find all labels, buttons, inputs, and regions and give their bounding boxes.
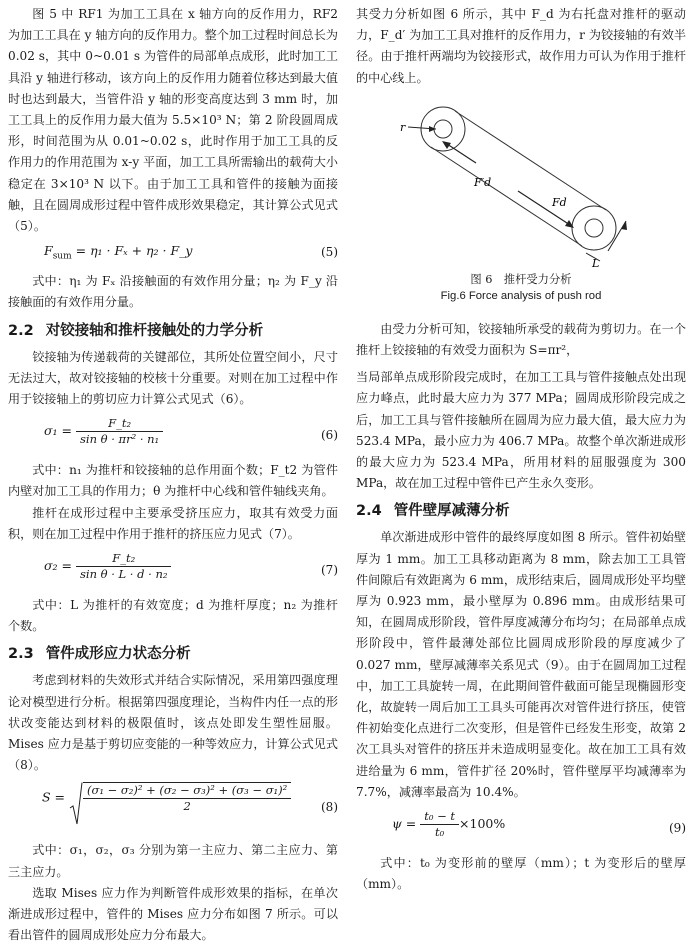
paragraph: 选取 Mises 应力作为判断管件成形效果的指标，在单次渐进成形过程中，管件的 Mises 应力分布如图 7 所示。可以看出管件的圆周成形处应力分布最大。 <box>8 885 338 943</box>
paragraph: 式中：σ₁，σ₂，σ₃ 分别为第一主应力、第二主应力、第三主应力。 <box>8 843 338 879</box>
equation-lhs: ψ = <box>392 816 417 832</box>
equation-lhs-sub: sum <box>52 251 72 262</box>
equation-number: (5) <box>321 245 338 260</box>
label-l: L <box>592 256 600 270</box>
section-title: 对铰接轴和推杆接触处的力学分析 <box>45 322 264 339</box>
section-title: 管件成形应力状态分析 <box>45 646 191 663</box>
paragraph: 式中：n₁ 为推杆和铰接轴的总作用面个数；F_t2 为管件内壁对加工工具的作用力；θ 为推杆中心线和管件轴线夹角。 <box>8 463 338 499</box>
equation-5 <box>8 239 338 269</box>
paragraph: 其受力分析如图 6 所示，其中 F_d 为右托盘对推杆的驱动力，F_d′ 为加工工具对推杆的反作用力，r 为铰接轴的有效半径。由于推杆两端均为铰接形式，故作用力可认为作用于推杆的中心线上。 <box>356 7 686 85</box>
paragraph: 图 5 中 RF1 为加工工具在 x 轴方向的反作用力，RF2 为加工工具在 y 轴方向的反作用力。整个加工过程时间总长为 0.02 s，其中 0~0.01 s 为管件的局部单点成形，此时加工工具沿 y 轴进行移动，该方向上的反作用力随着位移达到最大值时也达到最大，当管件沿 y 轴的形变高度达到 3 mm 时，加工工具上的反作用力最大值为 5.5×10³ N；第 2 阶段圆周成形，时间范围为从 0.01~0.02 s，此时作用于加工工具的反作用力的作用范围为 x-y 平面，加工工具所需输出的载荷大小稳定在 3×10³ N 以下。由于加工工具和管件的接触为面接触，且在圆周成形过程中管件成形效果稳定，其计算公式见式（5）。 <box>8 7 338 234</box>
equation-number: (7) <box>321 563 338 578</box>
section-heading-2-4 <box>356 501 686 521</box>
section-heading-2-2 <box>8 321 338 341</box>
numerator: F_t₂ <box>76 416 163 432</box>
numerator: t₀ − t <box>420 809 459 825</box>
paragraph: 由受力分析可知，铰接轴所承受的载荷为剪切力。在一个推杆上铰接轴的有效受力面积为 S=πr²， <box>356 321 686 358</box>
hinge-hole-bottom <box>585 219 603 237</box>
label-fd: Fd <box>552 195 567 209</box>
equation-lhs: σ₁ = <box>44 423 72 439</box>
figure-6 <box>356 93 686 311</box>
fraction <box>76 416 163 447</box>
paragraph: 单次渐进成形中管件的最终厚度如图 8 所示。管件初始壁厚为 1 mm。加工工具移动距离为 8 mm，除去加工工具管件间隙后有效距离为 6 mm，成形结束后，圆周成形处平均壁厚为 0.923 mm，最小壁厚为 0.896 mm。由成形结果可知，在圆周成形阶段，管件厚度减薄分布均匀；在局部单点成形阶段中，管件最薄处部位比圆周成形阶段的厚度减少了 0.027 mm，壁厚减薄率关系见式（9）。由于在圆周加工过程中，加工工具旋转一周，在此期间管件截面可能呈现椭圆形变化，故旋转一周后加工工具头可能再次对管件进行挤压，使管件初始变化点进行二次变形，但是管件已经发生形变，故第 2 次工具头对管件的挤压并未造成明显变化。故在加工工具有效进给量为 6 mm，管件扩径 20%时，管件壁厚平均减薄率为 7.7%，减薄率最高为 10.4%。 <box>356 530 686 799</box>
equation-number: (6) <box>321 428 338 443</box>
equation-8 <box>8 778 338 838</box>
paragraph: 当局部单点成形阶段完成时，在加工工具与管件接触点处出现应力峰点，此时最大应力为 377 MPa；圆周成形阶段完成之后，加工工具与管件接触所在圆周为应力最大值，最大应力为 523.4 MPa，最小应力为 406.7 MPa。故整个单次渐进成形的最大应力为 523.4 MPa，所用材料的屈服强度为 300 MPa，故在加工过程中管件已产生永久变形。 <box>356 370 686 491</box>
fraction <box>420 809 459 840</box>
label-r: r <box>400 120 406 134</box>
equation-lhs: F <box>44 243 53 259</box>
equation-7 <box>8 547 338 593</box>
denominator: t₀ <box>435 825 445 840</box>
paragraph: 铰接轴为传递载荷的关键部位，其所处位置空间小，尺寸无法过大，故对铰接轴的校核十分重要。对则在加工过程中作用于铰接轴上的剪切应力计算公式见式（6）。 <box>8 349 338 407</box>
section-title: 管件壁厚减薄分析 <box>393 503 510 520</box>
equation-lhs: S = <box>42 789 66 805</box>
numerator: (σ₁ − σ₂)² + (σ₂ − σ₃)² + (σ₃ − σ₁)² <box>83 783 291 799</box>
push-rod-diagram <box>356 93 686 271</box>
denominator: sin θ · L · d · n₂ <box>79 567 168 582</box>
hinge-hole-top <box>434 120 452 138</box>
equation-lhs: σ₂ = <box>44 558 72 574</box>
paragraph: 式中：L 为推杆的有效宽度；d 为推杆厚度；n₂ 为推杆个数。 <box>8 598 338 634</box>
figure-caption-cn: 图 6 推杆受力分析 <box>470 272 572 286</box>
equation-6 <box>8 412 338 458</box>
paragraph: 推杆在成形过程中主要承受挤压应力，取其有效受力面积，则在加工过程中作用于推杆的挤压应力见式（7）。 <box>8 505 338 541</box>
square-root <box>69 782 291 814</box>
equation-tail: ×100% <box>459 816 506 832</box>
section-number: 2.4 <box>356 503 382 520</box>
section-heading-2-3 <box>8 644 338 664</box>
fraction <box>83 783 291 814</box>
equation-9 <box>356 805 686 851</box>
section-number: 2.3 <box>8 646 34 663</box>
label-fd-prime: F′d <box>474 175 492 189</box>
fraction <box>76 551 171 582</box>
denominator: sin θ · πr² · n₁ <box>79 432 160 447</box>
equation-rhs: = η₁ · Fₓ + η₂ · F_y <box>75 243 193 259</box>
equation-number: (8) <box>321 800 338 815</box>
equation-number: (9) <box>669 821 686 836</box>
denominator: 2 <box>183 799 191 814</box>
paragraph: 考虑到材料的失效形式并结合实际情况，采用第四强度理论对模型进行分析。根据第四强度理论，当构件内任一点的形状改变能达到材料的极限值时，该点处即发生塑性屈服。Mises 应力是基于剪切应变能的一种等效应力，计算公式见式（8）。 <box>8 673 338 773</box>
arrowhead-icon <box>442 141 451 149</box>
arrowhead-icon <box>621 221 627 230</box>
right-column <box>356 4 686 895</box>
section-number: 2.2 <box>8 322 34 339</box>
figure-caption-en: Fig.6 Force analysis of push rod <box>440 289 602 302</box>
paragraph: 式中：η₁ 为 Fₓ 沿接触面的有效作用分量；η₂ 为 F_y 沿接触面的有效作用分量。 <box>8 274 338 310</box>
numerator: F_t₂ <box>76 551 171 567</box>
radical-sign-icon <box>69 782 83 826</box>
paragraph: 式中：t₀ 为变形前的壁厚（mm）；t 为变形后的壁厚（mm）。 <box>356 856 686 892</box>
left-column <box>8 4 338 947</box>
